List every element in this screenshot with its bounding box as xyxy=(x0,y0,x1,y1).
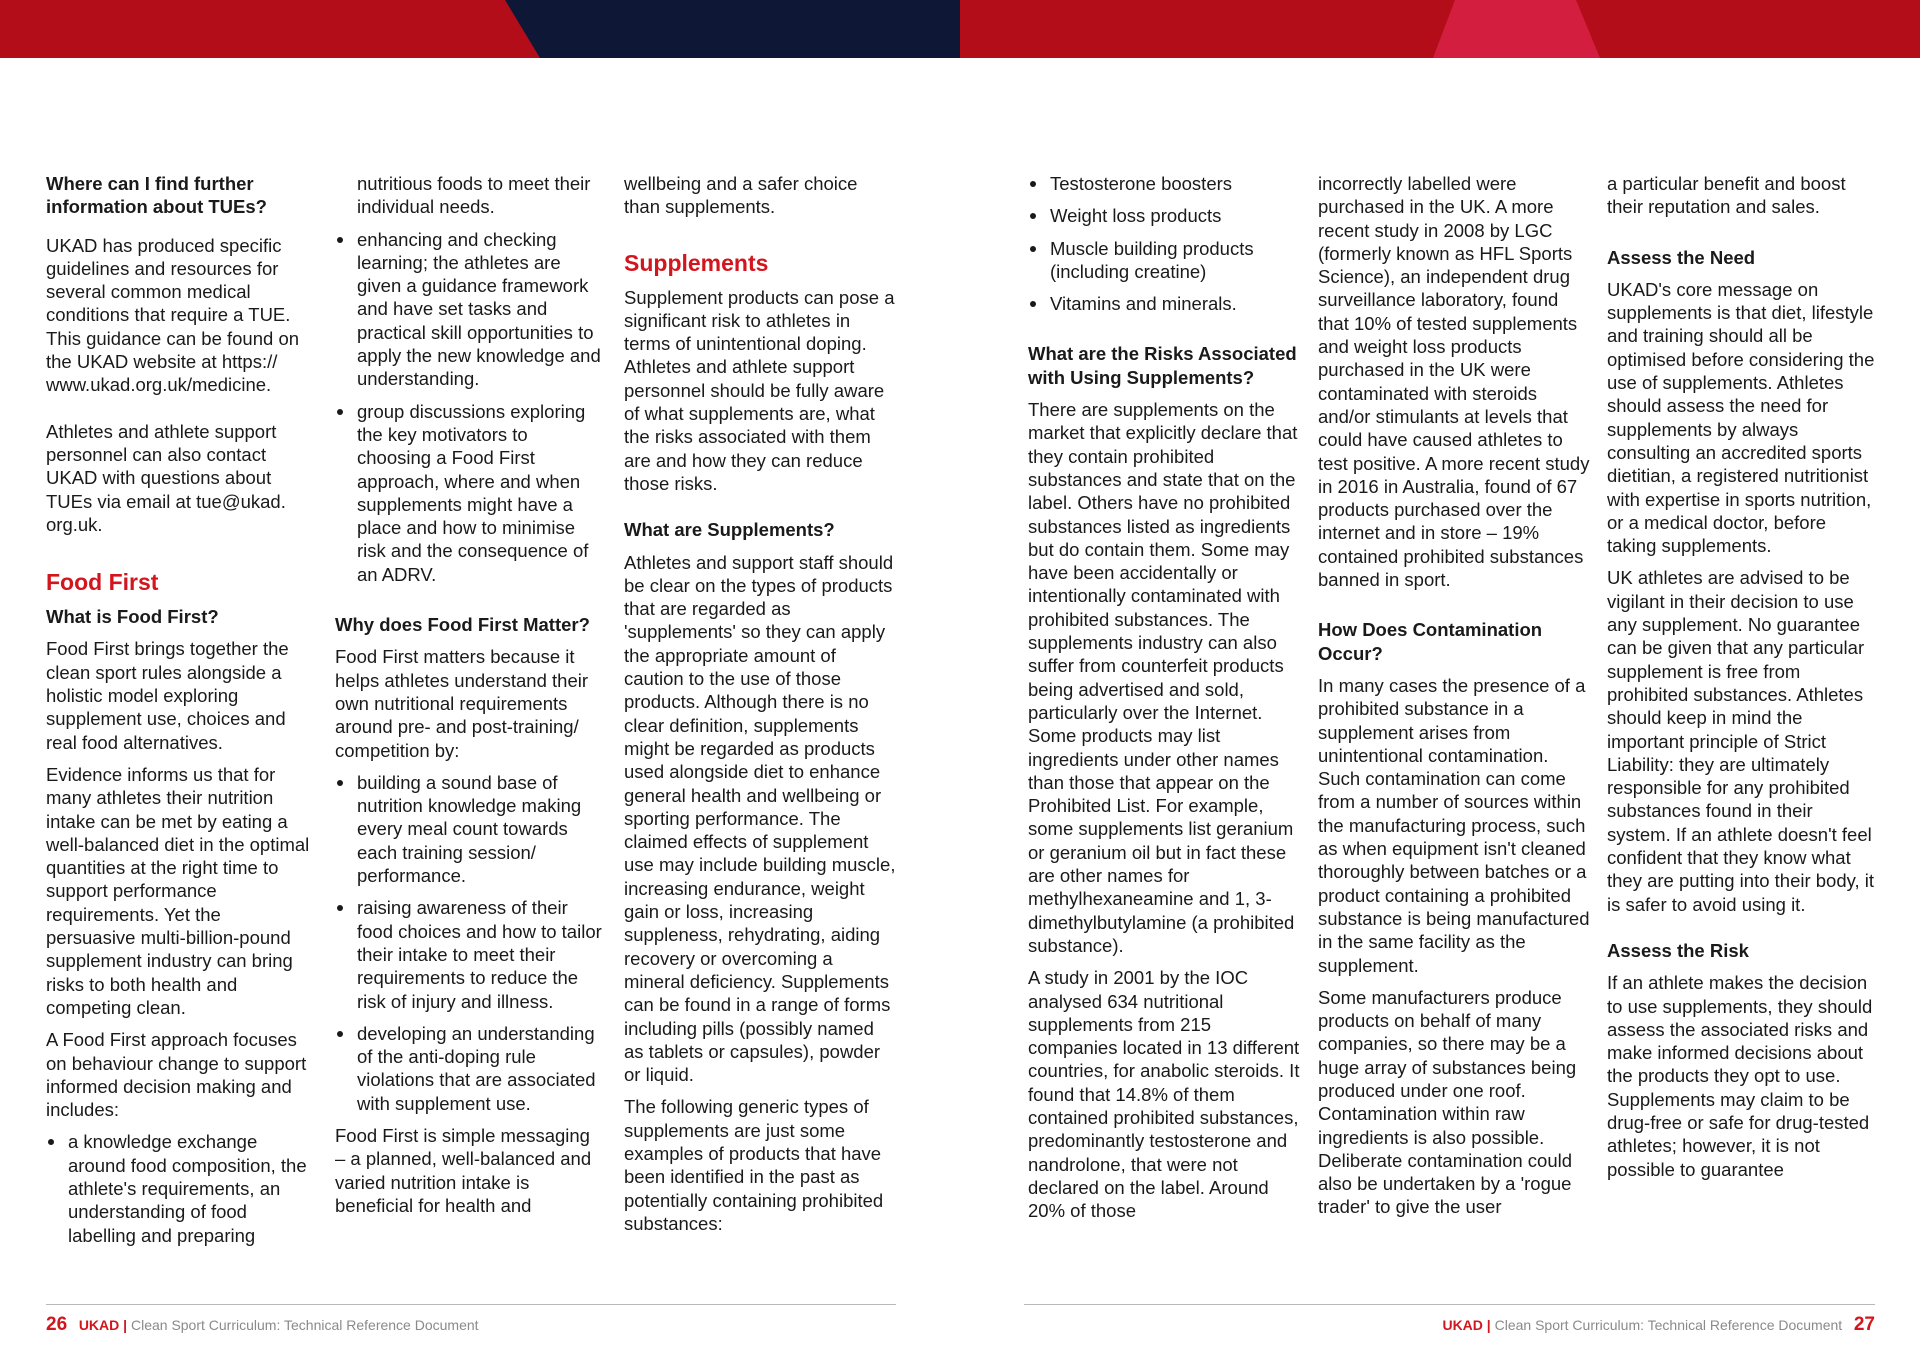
paragraph-food-first-3: A Food First approach focuses on behaviour change to support informed decision making and includes: xyxy=(46,1029,307,1121)
list-item: developing an understanding of the anti-doping rule violations that are associated with supplement use. xyxy=(335,1022,603,1115)
section-title-food-first: Food First xyxy=(46,569,159,596)
left-column-2 xyxy=(335,172,603,1226)
left-column-3 xyxy=(624,172,896,1244)
footer-rule-left xyxy=(46,1304,896,1305)
food-first-list xyxy=(46,1130,314,1246)
list-item: raising awareness of their food choices and how to tailor their intake to meet their requirements to reduce the risk of injury and illness. xyxy=(335,896,603,1012)
footer-title: Clean Sport Curriculum: Technical Reference Document xyxy=(1494,1317,1843,1333)
heading-tue-info: Where can I find further information about TUEs? xyxy=(46,173,267,218)
list-item: building a sound base of nutrition knowledge making every meal count towards each training session/ performance. xyxy=(335,771,603,887)
right-column-3 xyxy=(1607,172,1875,1190)
right-column-1 xyxy=(1028,172,1300,1231)
paragraph-simple-messaging: Food First is simple messaging – a planned, well-balanced and varied nutrition intake is beneficial for health and xyxy=(335,1124,592,1216)
list-item: Vitamins and minerals. xyxy=(1028,292,1300,315)
paragraph-tue-guidance: UKAD has produced specific guidelines and resources for several common medical conditions that require a TUE. This guidance can be found on the UKAD website at https:// www.ukad.org.uk/medicine. xyxy=(46,234,300,396)
paragraph-risks-1: There are supplements on the market that explicitly declare that they contain prohibited substances and state that on the label. Others have no prohibited substances listed as ingredients but do contain them. Some may have been accidentally or intentionally contaminated with prohibited substances. The supplements industry can also suffer from counterfeit products being advertised and sold, particularly over the Internet. Some products may list ingredients under other names than those that appear on the Prohibited List. For example, some supplements list geranium or geranium oil but in fact these are other names for methylhexaneamine and 1, 3-dimethylbutylamine (a prohibited substance). xyxy=(1028,399,1298,956)
paragraph-risks-2: A study in 2001 by the IOC analysed 634 nutritional supplements from 215 companies located in 13 different countries, for anabolic steroids. It found that 14.8% of them contained prohibited substances, predominantly testosterone and nandrolone, that were not declared on the label. Around 20% of those xyxy=(1028,967,1300,1222)
footer-brand: UKAD xyxy=(1442,1317,1483,1333)
left-column-1 xyxy=(46,172,314,1256)
list-item: Muscle building products (including creatine) xyxy=(1028,237,1300,284)
footer-separator: | xyxy=(123,1317,128,1333)
paragraph-assess-need-2: UK athletes are advised to be vigilant in their decision to use any supplement. No guarantee can be given that any particular supplement is free from prohibited substances. Athletes should keep in mind the important principle of Strict Liability: they are ultimately responsible for any prohibited substances found in their system. If an athlete doesn't feel confident that they know what they are putting into their body, it is safer to avoid using it. xyxy=(1607,567,1875,915)
heading-risks: What are the Risks Associated with Using Supplements? xyxy=(1028,343,1297,388)
paragraph-supplement-types: The following generic types of supplements are just some examples of products that have been identified in the past as potentially containing prohibited substances: xyxy=(624,1096,884,1234)
supplement-types-list xyxy=(1028,172,1300,315)
footer-left xyxy=(46,1315,479,1335)
why-food-first-list xyxy=(335,771,603,1115)
list-item: Weight loss products xyxy=(1028,204,1300,227)
list-item: nutritious foods to meet their individual needs. xyxy=(357,173,591,218)
paragraph-why-food-first: Food First matters because it helps athletes understand their own nutritional requirements around pre- and post-training/ competition by: xyxy=(335,646,589,761)
section-title-supplements: Supplements xyxy=(624,249,769,276)
paragraph-contamination-2: Some manufacturers produce products on behalf of many companies, so there may be a huge array of substances being produced under one roof. Contamination within raw ingredients is also possible. Deliberate contamination could also be undertaken by a 'rogue trader' to give the user xyxy=(1318,986,1577,1218)
heading-what-is-food-first: What is Food First? xyxy=(46,606,219,628)
paragraph-food-first-2: Evidence informs us that for many athletes their nutrition intake can be met by eating a well-balanced diet in the optimal quantities at the right time to support performance requirements. Yet the persuasive multi-billion-pound supplement industry can bring risks to both health and competing clean. xyxy=(46,763,310,1018)
paragraph-continued: wellbeing and a safer choice than supplements. xyxy=(624,173,858,218)
list-item: Testosterone boosters xyxy=(1028,172,1300,195)
paragraph-tue-contact: Athletes and athlete support personnel can also contact UKAD with questions about TUEs via email at tue@ukad. org.uk. xyxy=(46,420,286,535)
paragraph-continued: a particular benefit and boost their reputation and sales. xyxy=(1607,173,1846,218)
footer-right xyxy=(1442,1315,1875,1335)
heading-what-are-supplements: What are Supplements? xyxy=(624,519,835,541)
paragraph-contamination-1: In many cases the presence of a prohibited substance in a supplement arises from unintentional contamination. Such contamination can come from a number of sources within the manufacturing process, such as when equipment isn't cleaned thoroughly between batches or a product containing a prohibited substance is being manufactured in the same facility as the supplement. xyxy=(1318,674,1590,976)
list-item: enhancing and checking learning; the athletes are given a guidance framework and have set tasks and practical skill opportunities to apply the new knowledge and understanding. xyxy=(335,228,603,391)
paragraph-supplements-definition: Athletes and support staff should be clear on the types of products that are regarded as 'supplements' so they can apply the appropriate amount of caution to the use of those products. Although there is no clear definition, supplements might be regarded as products used alongside diet to enhance general health and wellbeing or sporting performance. The claimed effects of supplement use may include building muscle, increasing endurance, weight gain or loss, increasing suppleness, rehydrating, aiding recovery or overcoming a mineral deficiency. Supplements can be found in a range of forms including pills (possibly named as tablets or capsules), powder or liquid. xyxy=(624,551,896,1086)
footer-separator: | xyxy=(1486,1317,1491,1333)
list-item: a knowledge exchange around food composition, the athlete's requirements, an understanding of food labelling and preparing xyxy=(46,1130,314,1246)
heading-assess-need: Assess the Need xyxy=(1607,246,1756,268)
footer-title: Clean Sport Curriculum: Technical Reference Document xyxy=(130,1317,479,1333)
food-first-list-continued xyxy=(335,172,603,586)
heading-assess-risk: Assess the Risk xyxy=(1607,939,1749,961)
paragraph-supplements-risk: Supplement products can pose a significant risk to athletes in terms of unintentional doping. Athletes and athlete support personnel should be fully aware of what supplements are, what the risks associated with them are and how they can reduce those risks. xyxy=(624,286,895,494)
list-item: group discussions exploring the key motivators to choosing a Food First approach, where and when supplements might have a place and how to minimise risk and the consequence of an ADRV. xyxy=(335,400,603,586)
right-column-2 xyxy=(1318,172,1590,1228)
paragraph-assess-need-1: UKAD's core message on supplements is that diet, lifestyle and training should all be optimised before considering the use of supplements. Athletes should assess the need for supplements by always consulting an accredited sports dietitian, a registered nutritionist with expertise in sports nutrition, or a medical doctor, before taking supplements. xyxy=(1607,278,1875,557)
page-number: 27 xyxy=(1853,1314,1875,1335)
paragraph-continued: incorrectly labelled were purchased in the UK. A more recent study in 2008 by LGC (formerly known as HFL Sports Science), an independent drug surveillance laboratory, found that 10% of tested supplements and weight loss products purchased in the UK were contaminated with steroids and/or stimulants at levels that could have caused athletes to test positive. A more recent study in 2016 in Australia, found of 67 products purchased over the internet and in store – 19% contained prohibited substances banned in sport. xyxy=(1318,173,1590,591)
heading-why-food-first: Why does Food First Matter? xyxy=(335,614,590,636)
footer-rule-right xyxy=(1024,1304,1875,1305)
page-number: 26 xyxy=(46,1314,68,1335)
paragraph-food-first-1: Food First brings together the clean sport rules alongside a holistic model exploring supplement use, choices and real food alternatives. xyxy=(46,638,289,753)
footer-brand: UKAD xyxy=(78,1317,120,1333)
paragraph-assess-risk: If an athlete makes the decision to use supplements, they should assess the associated risks and make informed decisions about the products they opt to use. Supplements may claim to be drug-free or safe for drug-tested athletes; however, it is not possible to guarantee xyxy=(1607,972,1873,1180)
top-banner xyxy=(0,0,1920,58)
heading-contamination: How Does Contamination Occur? xyxy=(1318,619,1543,664)
